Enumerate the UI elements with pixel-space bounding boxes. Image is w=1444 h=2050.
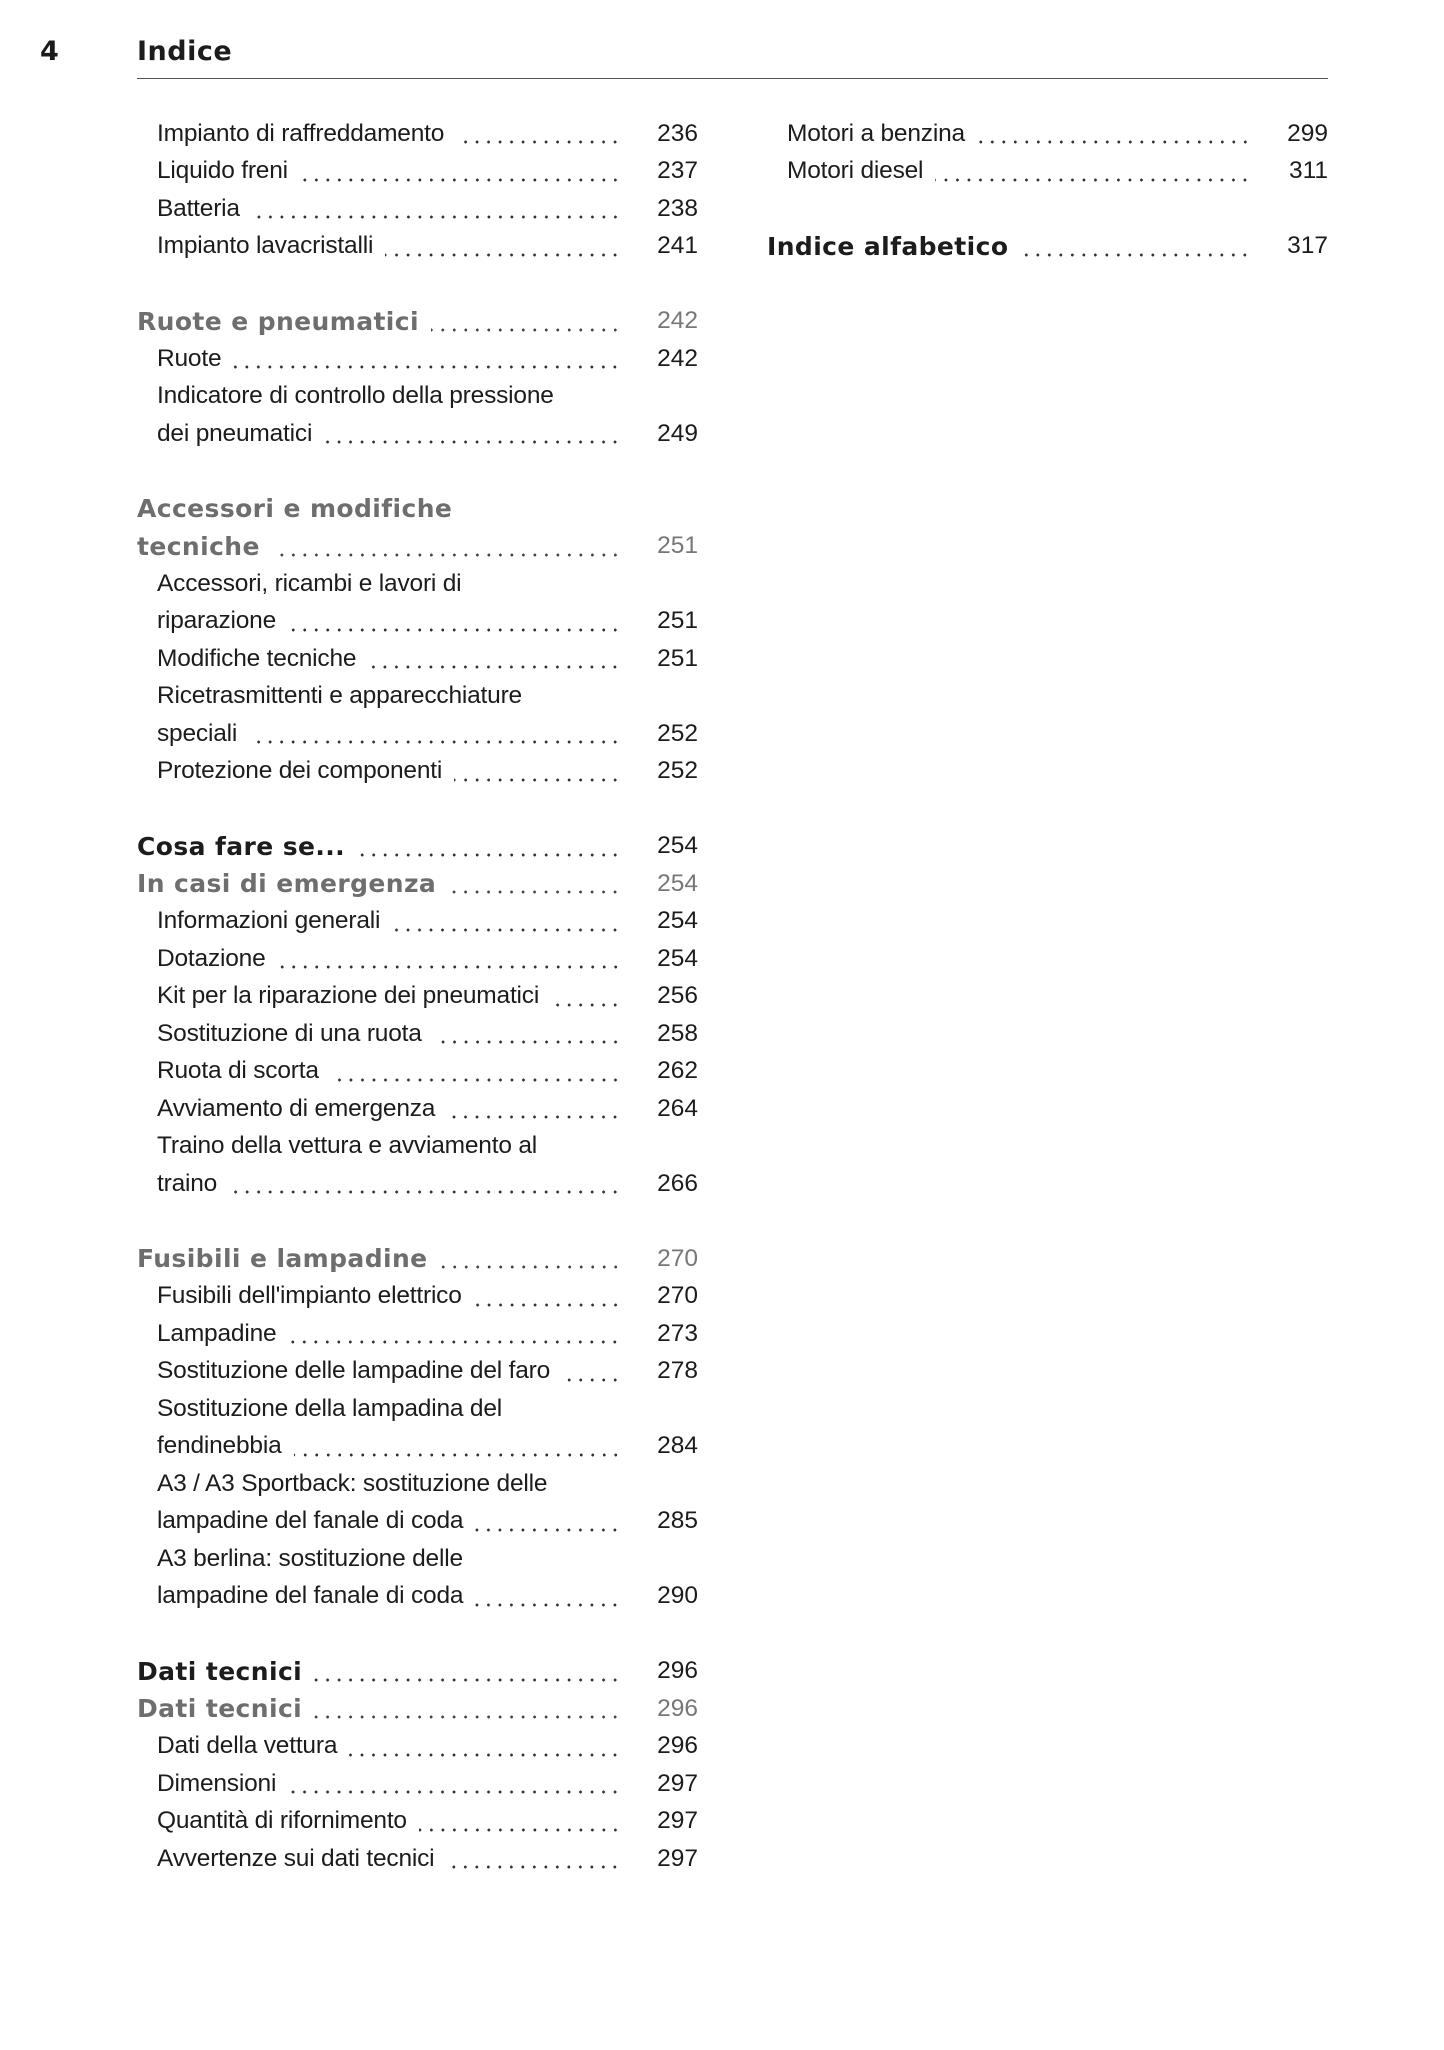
toc-entry-title: Motori diesel <box>787 157 924 185</box>
dot-leader <box>562 1353 621 1391</box>
toc-page-number: 254 <box>657 944 698 972</box>
toc-page-number: 242 <box>657 344 698 372</box>
dot-leader <box>252 190 621 228</box>
toc-entry-title: Ruota di scorta <box>157 1057 319 1085</box>
dot-leader <box>331 1053 621 1091</box>
dot-leader <box>446 1840 621 1878</box>
toc-entry-title: lampadine del fanale di coda <box>157 1582 464 1610</box>
toc-section-heading[interactable] <box>137 528 698 566</box>
dot-leader <box>475 1578 621 1616</box>
dot-leader <box>456 115 621 153</box>
toc-entry-title: Indice alfabetico <box>767 231 1009 261</box>
toc-entry[interactable] <box>137 753 698 791</box>
toc-entry-title: Sostituzione di una ruota <box>157 1019 422 1047</box>
toc-entry-title: Kit per la riparazione dei pneumatici <box>157 982 540 1010</box>
dot-leader <box>419 1803 621 1841</box>
toc-entry[interactable] <box>137 115 698 153</box>
dot-leader <box>278 940 621 978</box>
toc-entry[interactable] <box>137 1165 698 1203</box>
toc-page-number: 270 <box>657 1244 698 1272</box>
toc-page-number: 317 <box>1287 232 1328 260</box>
dot-leader <box>294 1428 622 1466</box>
toc-page-number: 278 <box>657 1357 698 1385</box>
toc-page-number: 297 <box>657 1769 698 1797</box>
dot-leader <box>392 903 621 941</box>
toc-page-number: 311 <box>1288 157 1328 185</box>
toc-entry[interactable] <box>137 190 698 228</box>
toc-page-number: 296 <box>657 1732 698 1760</box>
toc-entry-title: Sostituzione delle lampadine del faro <box>157 1357 551 1385</box>
toc-entry-title: Dotazione <box>157 944 266 972</box>
toc-entry[interactable] <box>137 1015 698 1053</box>
toc-entry-title: Dati della vettura <box>157 1732 338 1760</box>
toc-entry-title: Lampadine <box>157 1319 277 1347</box>
toc-page-number: 296 <box>657 1657 698 1685</box>
toc-entry-title: Informazioni generali <box>157 907 381 935</box>
toc-section-heading <box>137 490 698 528</box>
dot-leader <box>272 528 621 566</box>
toc-entry[interactable] <box>137 1765 698 1803</box>
toc-page-number: 273 <box>657 1319 698 1347</box>
toc-section-heading[interactable] <box>137 1653 698 1691</box>
dot-leader <box>1020 228 1251 266</box>
dot-leader <box>440 1240 621 1278</box>
toc-section-heading[interactable] <box>137 865 698 903</box>
toc-page-number: 284 <box>657 1432 698 1460</box>
toc-entry[interactable] <box>137 1053 698 1091</box>
dot-leader <box>288 603 621 641</box>
dot-leader <box>324 415 621 453</box>
toc-entry <box>137 678 698 716</box>
toc-page-number: 237 <box>657 157 698 185</box>
toc-entry-title: riparazione <box>157 607 277 635</box>
section-gap <box>137 453 698 491</box>
page-title: Indice <box>137 36 233 67</box>
dot-leader <box>349 1728 621 1766</box>
toc-entry <box>137 1128 698 1166</box>
toc-entry[interactable] <box>137 1428 698 1466</box>
dot-leader <box>434 1015 621 1053</box>
toc-entry-title: Accessori e modifiche <box>137 494 453 524</box>
toc-entry[interactable] <box>137 415 698 453</box>
toc-entry[interactable] <box>137 1353 698 1391</box>
toc-entry-title: Avvertenze sui dati tecnici <box>157 1844 435 1872</box>
toc-entry[interactable] <box>137 1278 698 1316</box>
toc-page-number: 252 <box>657 719 698 747</box>
toc-entry-title: Batteria <box>157 194 240 222</box>
toc-entry-title: Liquido freni <box>157 157 288 185</box>
toc-entry <box>137 1540 698 1578</box>
toc-entry-title: traino <box>157 1169 218 1197</box>
toc-entry[interactable] <box>137 153 698 191</box>
toc-page-number: 251 <box>657 532 698 560</box>
toc-page-number: 285 <box>657 1507 698 1535</box>
toc-entry[interactable] <box>137 640 698 678</box>
dot-leader <box>475 1503 621 1541</box>
toc-section-heading[interactable] <box>137 1690 698 1728</box>
toc-entry[interactable] <box>137 1803 698 1841</box>
dot-leader <box>977 115 1251 153</box>
dot-leader <box>385 228 621 266</box>
dot-leader <box>447 1090 621 1128</box>
toc-entry[interactable] <box>137 1728 698 1766</box>
toc-entry-title: Dati tecnici <box>137 1656 303 1686</box>
toc-page-number: 251 <box>657 644 698 672</box>
toc-entry[interactable] <box>137 1315 698 1353</box>
toc-page-number: 249 <box>657 419 698 447</box>
toc-section-heading[interactable] <box>137 1240 698 1278</box>
toc-entry-title: Ruote e pneumatici <box>137 306 419 336</box>
toc-entry[interactable] <box>137 978 698 1016</box>
toc-entry[interactable] <box>137 340 698 378</box>
toc-entry[interactable] <box>137 228 698 266</box>
dot-leader <box>368 640 621 678</box>
toc-page-number: 264 <box>657 1094 698 1122</box>
dot-leader <box>448 865 621 903</box>
toc-page-number: 242 <box>657 307 698 335</box>
dot-leader <box>300 153 621 191</box>
toc-entry[interactable] <box>137 603 698 641</box>
dot-leader <box>474 1278 621 1316</box>
toc-entry-title: Cosa fare se... <box>137 831 346 861</box>
dot-leader <box>314 1653 621 1691</box>
toc-entry-title: speciali <box>157 719 238 747</box>
toc-entry-title: Quantità di rifornimento <box>157 1807 407 1835</box>
toc-entry[interactable] <box>137 1578 698 1616</box>
dot-leader <box>288 1765 621 1803</box>
dot-leader <box>288 1315 621 1353</box>
dot-leader <box>249 715 621 753</box>
dot-leader <box>431 303 621 341</box>
section-gap <box>767 190 1328 228</box>
toc-entry-title: fendinebbia <box>157 1432 282 1460</box>
toc-page-number: 297 <box>657 1807 698 1835</box>
toc-page-number: 258 <box>657 1019 698 1047</box>
toc-entry[interactable] <box>137 1503 698 1541</box>
toc-entry-title: A3 / A3 Sportback: sostituzione delle <box>157 1469 548 1497</box>
toc-entry[interactable] <box>767 153 1328 191</box>
dot-leader <box>314 1690 621 1728</box>
toc-entry <box>137 378 698 416</box>
toc-entry <box>137 565 698 603</box>
toc-entry-title: Fusibili dell'impianto elettrico <box>157 1282 462 1310</box>
section-gap <box>137 1615 698 1653</box>
toc-entry <box>137 1465 698 1503</box>
toc-entry-title: Protezione dei componenti <box>157 757 443 785</box>
dot-leader <box>357 828 621 866</box>
toc-entry[interactable] <box>137 940 698 978</box>
toc-entry-title: Modifiche tecniche <box>157 644 357 672</box>
toc-page-number: 236 <box>657 119 698 147</box>
toc-page-number: 299 <box>1287 119 1328 147</box>
dot-leader <box>454 753 621 791</box>
toc-entry-title: Dimensioni <box>157 1769 277 1797</box>
toc-entry-title: Motori a benzina <box>787 119 965 147</box>
header-rule <box>137 78 1328 79</box>
dot-leader <box>229 1165 621 1203</box>
dot-leader <box>233 340 621 378</box>
toc-entry <box>137 1390 698 1428</box>
toc-entry-title: A3 berlina: sostituzione delle <box>157 1544 463 1572</box>
dot-leader <box>935 153 1251 191</box>
toc-entry-title: lampadine del fanale di coda <box>157 1507 464 1535</box>
toc-entry-title: dei pneumatici <box>157 419 313 447</box>
dot-leader <box>551 978 621 1016</box>
toc-page-number: 270 <box>657 1282 698 1310</box>
section-gap <box>137 1203 698 1241</box>
toc-entry-title: Impianto lavacristalli <box>157 232 374 260</box>
toc-page-number: 252 <box>657 757 698 785</box>
toc-page-number: 254 <box>657 832 698 860</box>
toc-page-number: 241 <box>657 232 698 260</box>
toc-entry-title: In casi di emergenza <box>137 869 437 899</box>
toc-left-column <box>137 115 698 1878</box>
toc-entry[interactable] <box>767 115 1328 153</box>
toc-page-number: 238 <box>657 194 698 222</box>
toc-entry[interactable] <box>137 903 698 941</box>
toc-page-number: 297 <box>657 1844 698 1872</box>
toc-entry[interactable] <box>137 1090 698 1128</box>
toc-page-number: 266 <box>657 1169 698 1197</box>
toc-page-number: 262 <box>657 1057 698 1085</box>
toc-section-heading[interactable] <box>137 828 698 866</box>
toc-entry-title: Impianto di raffreddamento <box>157 119 445 147</box>
toc-entry-title: Fusibili e lampadine <box>137 1244 428 1274</box>
toc-entry-title: Ruote <box>157 344 222 372</box>
toc-entry-title: Traino della vettura e avviamento al <box>157 1132 538 1160</box>
section-gap <box>137 265 698 303</box>
toc-section-heading[interactable] <box>137 303 698 341</box>
toc-entry[interactable] <box>137 1840 698 1878</box>
toc-section-heading[interactable] <box>767 228 1328 266</box>
toc-entry-title: Avviamento di emergenza <box>157 1094 436 1122</box>
toc-entry-title: tecniche <box>137 531 260 561</box>
toc-entry[interactable] <box>137 715 698 753</box>
toc-page-number: 296 <box>657 1694 698 1722</box>
section-gap <box>137 790 698 828</box>
toc-page-number: 256 <box>657 982 698 1010</box>
toc-entry-title: Sostituzione della lampadina del <box>157 1394 502 1422</box>
toc-page-number: 290 <box>657 1582 698 1610</box>
toc-entry-title: Ricetrasmittenti e apparecchiature <box>157 682 522 710</box>
page-number: 4 <box>40 36 59 67</box>
toc-page-number: 251 <box>657 607 698 635</box>
toc-entry-title: Indicatore di controllo della pressione <box>157 382 554 410</box>
toc-entry-title: Accessori, ricambi e lavori di <box>157 569 462 597</box>
toc-page-number: 254 <box>657 907 698 935</box>
toc-page-number: 254 <box>657 869 698 897</box>
toc-right-column <box>767 115 1328 265</box>
toc-entry-title: Dati tecnici <box>137 1694 303 1724</box>
